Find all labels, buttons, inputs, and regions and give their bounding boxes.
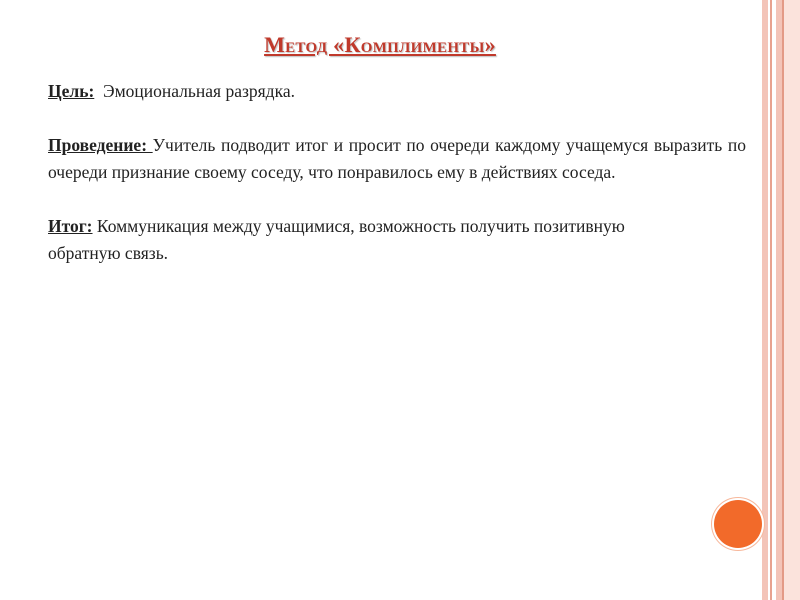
slide-title: Метод «Комплименты» xyxy=(264,32,496,57)
goal-text: Эмоциональная разрядка. xyxy=(94,81,295,101)
decorative-circle xyxy=(714,500,762,548)
procedure-label: Проведение: xyxy=(48,135,153,155)
procedure-text: Учитель подводит итог и просит по очереди каждому учащемуся выразить по очереди признание своему соседу, что понравилось ему в действиях соседа. xyxy=(48,135,747,182)
procedure-paragraph xyxy=(48,132,746,186)
frame-stripe xyxy=(784,0,800,600)
decorative-side-frame xyxy=(762,0,800,600)
goal-paragraph xyxy=(48,78,746,105)
result-label: Итог: xyxy=(48,216,93,236)
slide-body xyxy=(48,78,746,294)
result-paragraph xyxy=(48,213,668,267)
result-text: Коммуникация между учащимися, возможность получить позитивную обратную связь. xyxy=(48,216,625,263)
goal-label: Цель: xyxy=(48,81,95,101)
